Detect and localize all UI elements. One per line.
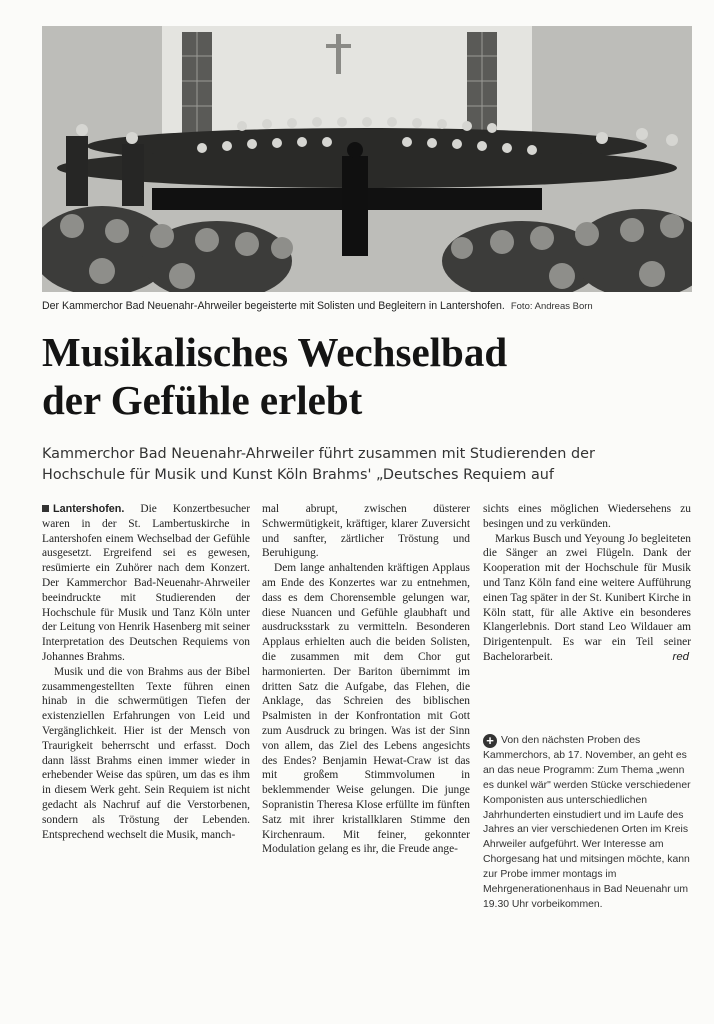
paragraph-text: Markus Busch und Yeyoung Jo begleiteten die Sänger an zwei Flügeln. Dank der Kooperation mit der Hochschule für Musik und Tanz Köln fand eine weitere Aufführung einen Tag später in der St. Kunibert Kirche in Köln statt, für alle Aktive ein besonderes Klangerlebnis. Dort stand Leo Wildauer am Dirigentenpult. Es war ein Teil seiner Bachelorarbeit. xyxy=(483,532,691,663)
info-text: Von den nächsten Proben des Kammerchors, ab 17. November, an geht es an das neue Programm: Zum Thema „wenn es dunkel wär" werden Stücke verschiedener Komponisten aus unterschiedlichen Jahrhunderten einstudiert und im Laufe des Jahres an vier verschiedenen Orten im Kreis Ahrweiler aufgeführt. Wer Interesse am Chorgesang hat und mitsingen möchte, kann zur Probe immer montags im Mehrgenerationenhaus in Bad Neuenahr um 19.30 Uhr vorbeikommen. xyxy=(483,735,691,910)
subheadline xyxy=(42,444,692,486)
concert-photo xyxy=(42,26,692,292)
plus-icon: + xyxy=(483,734,497,748)
article-paragraph xyxy=(42,502,250,665)
article-paragraph: Dem lange anhaltenden kräftigen Applaus am Ende des Konzertes war zu entnehmen, dass es dem Chorensemble gelungen war, diese Nuancen und Gefühle glaubhaft und ausdrucksstark zu vermitteln. Besonderen Applaus erhielten auch die beiden Solisten, die zusammen mit dem Chor gut harmonierten. Der Bariton übernimmt im dritten Satz die Aufgabe, das Flehen, die Anklage, das Schreien des biblischen Psalmisten in der Konfrontation mit Gott zum Ausdruck zu bringen. Was ist der Sinn von allem, das Ziel des Lebens angesichts des Endes? Benjamin Hewat-Craw ist das mit großem Stimmvolumen in beklemmender Weise gelungen. Die junge Sopranistin Theresa Klose erfüllte im fünften Satz mit ihrer kristallklaren Stimme den Kirchenraum. Mit feiner, gekonnter Modulation gelang es ihr, die Freude ange- xyxy=(262,562,470,856)
article-paragraph: sichts eines möglichen Wiedersehens zu besingen und zu verkünden. xyxy=(483,503,691,530)
article-paragraph: Musik und die von Brahms aus der Bibel zusammengestellten Texte führen einen hinab in die schwermütigen Tiefen der existenziellen Erfahrungen von Leid und Vergänglichkeit. Hier ist der Mensch von Traurigkeit beherrscht und erfasst. Doch dann lässt Brahms einen immer wieder in erhebender Weise das spüren, um das es ihm in diesem Werk geht. Sein Requiem ist nicht gedacht als Nachruf auf die Verstorbenen, sondern als Tröstung der Lebenden. Entsprechend wechselt die Musik, manch- xyxy=(42,665,250,841)
article-column-2 xyxy=(262,502,470,857)
article-paragraph: mal abrupt, zwischen düsterer Schwermütigkeit, kräftiger, klarer Zuversicht und sanfter, zärtlicher Tröstung und Beruhigung. xyxy=(262,503,470,560)
photo-caption xyxy=(42,300,702,312)
article-column-3 xyxy=(483,502,691,665)
info-box xyxy=(483,734,698,913)
paragraph-text: Die Konzertbesucher waren in der St. Lambertuskirche in Lantershofen einem Wechselbad der Gefühle ausgesetzt. Ergreifend sei es gewesen, resümierte ein Zuhörer nach dem Konzert. Der Kammerchor Bad-Neuenahr-Ahrweiler beeindruckte mit Studierenden der Hochschule für Musik und Tanz Köln unter der Leitung von Henrik Hasenberg mit seiner Interpretation des Deutschen Requiems von Johannes Brahms. xyxy=(42,503,250,663)
headline-line-1: Musikalisches Wechselbad xyxy=(42,329,508,375)
subheadline-line-1: Kammerchor Bad Neuenahr-Ahrweiler führt zusammen mit Studierenden der xyxy=(42,446,595,462)
photo-credit: Foto: Andreas Born xyxy=(510,301,593,312)
article-paragraph xyxy=(483,532,691,665)
article-column-1 xyxy=(42,502,250,842)
subheadline-line-2: Hochschule für Musik und Kunst Köln Brahms' „Deutsches Requiem auf xyxy=(42,467,554,483)
headline xyxy=(42,328,682,424)
headline-line-2: der Gefühle erlebt xyxy=(42,377,363,423)
caption-text: Der Kammerchor Bad Neuenahr-Ahrweiler begeisterte mit Solisten und Begleitern in Lantershofen. xyxy=(42,300,505,312)
dateline: Lantershofen. xyxy=(53,503,125,515)
choir-concert-illustration xyxy=(42,26,692,292)
dateline-square-icon xyxy=(42,505,49,512)
author-tag: red xyxy=(672,650,689,663)
